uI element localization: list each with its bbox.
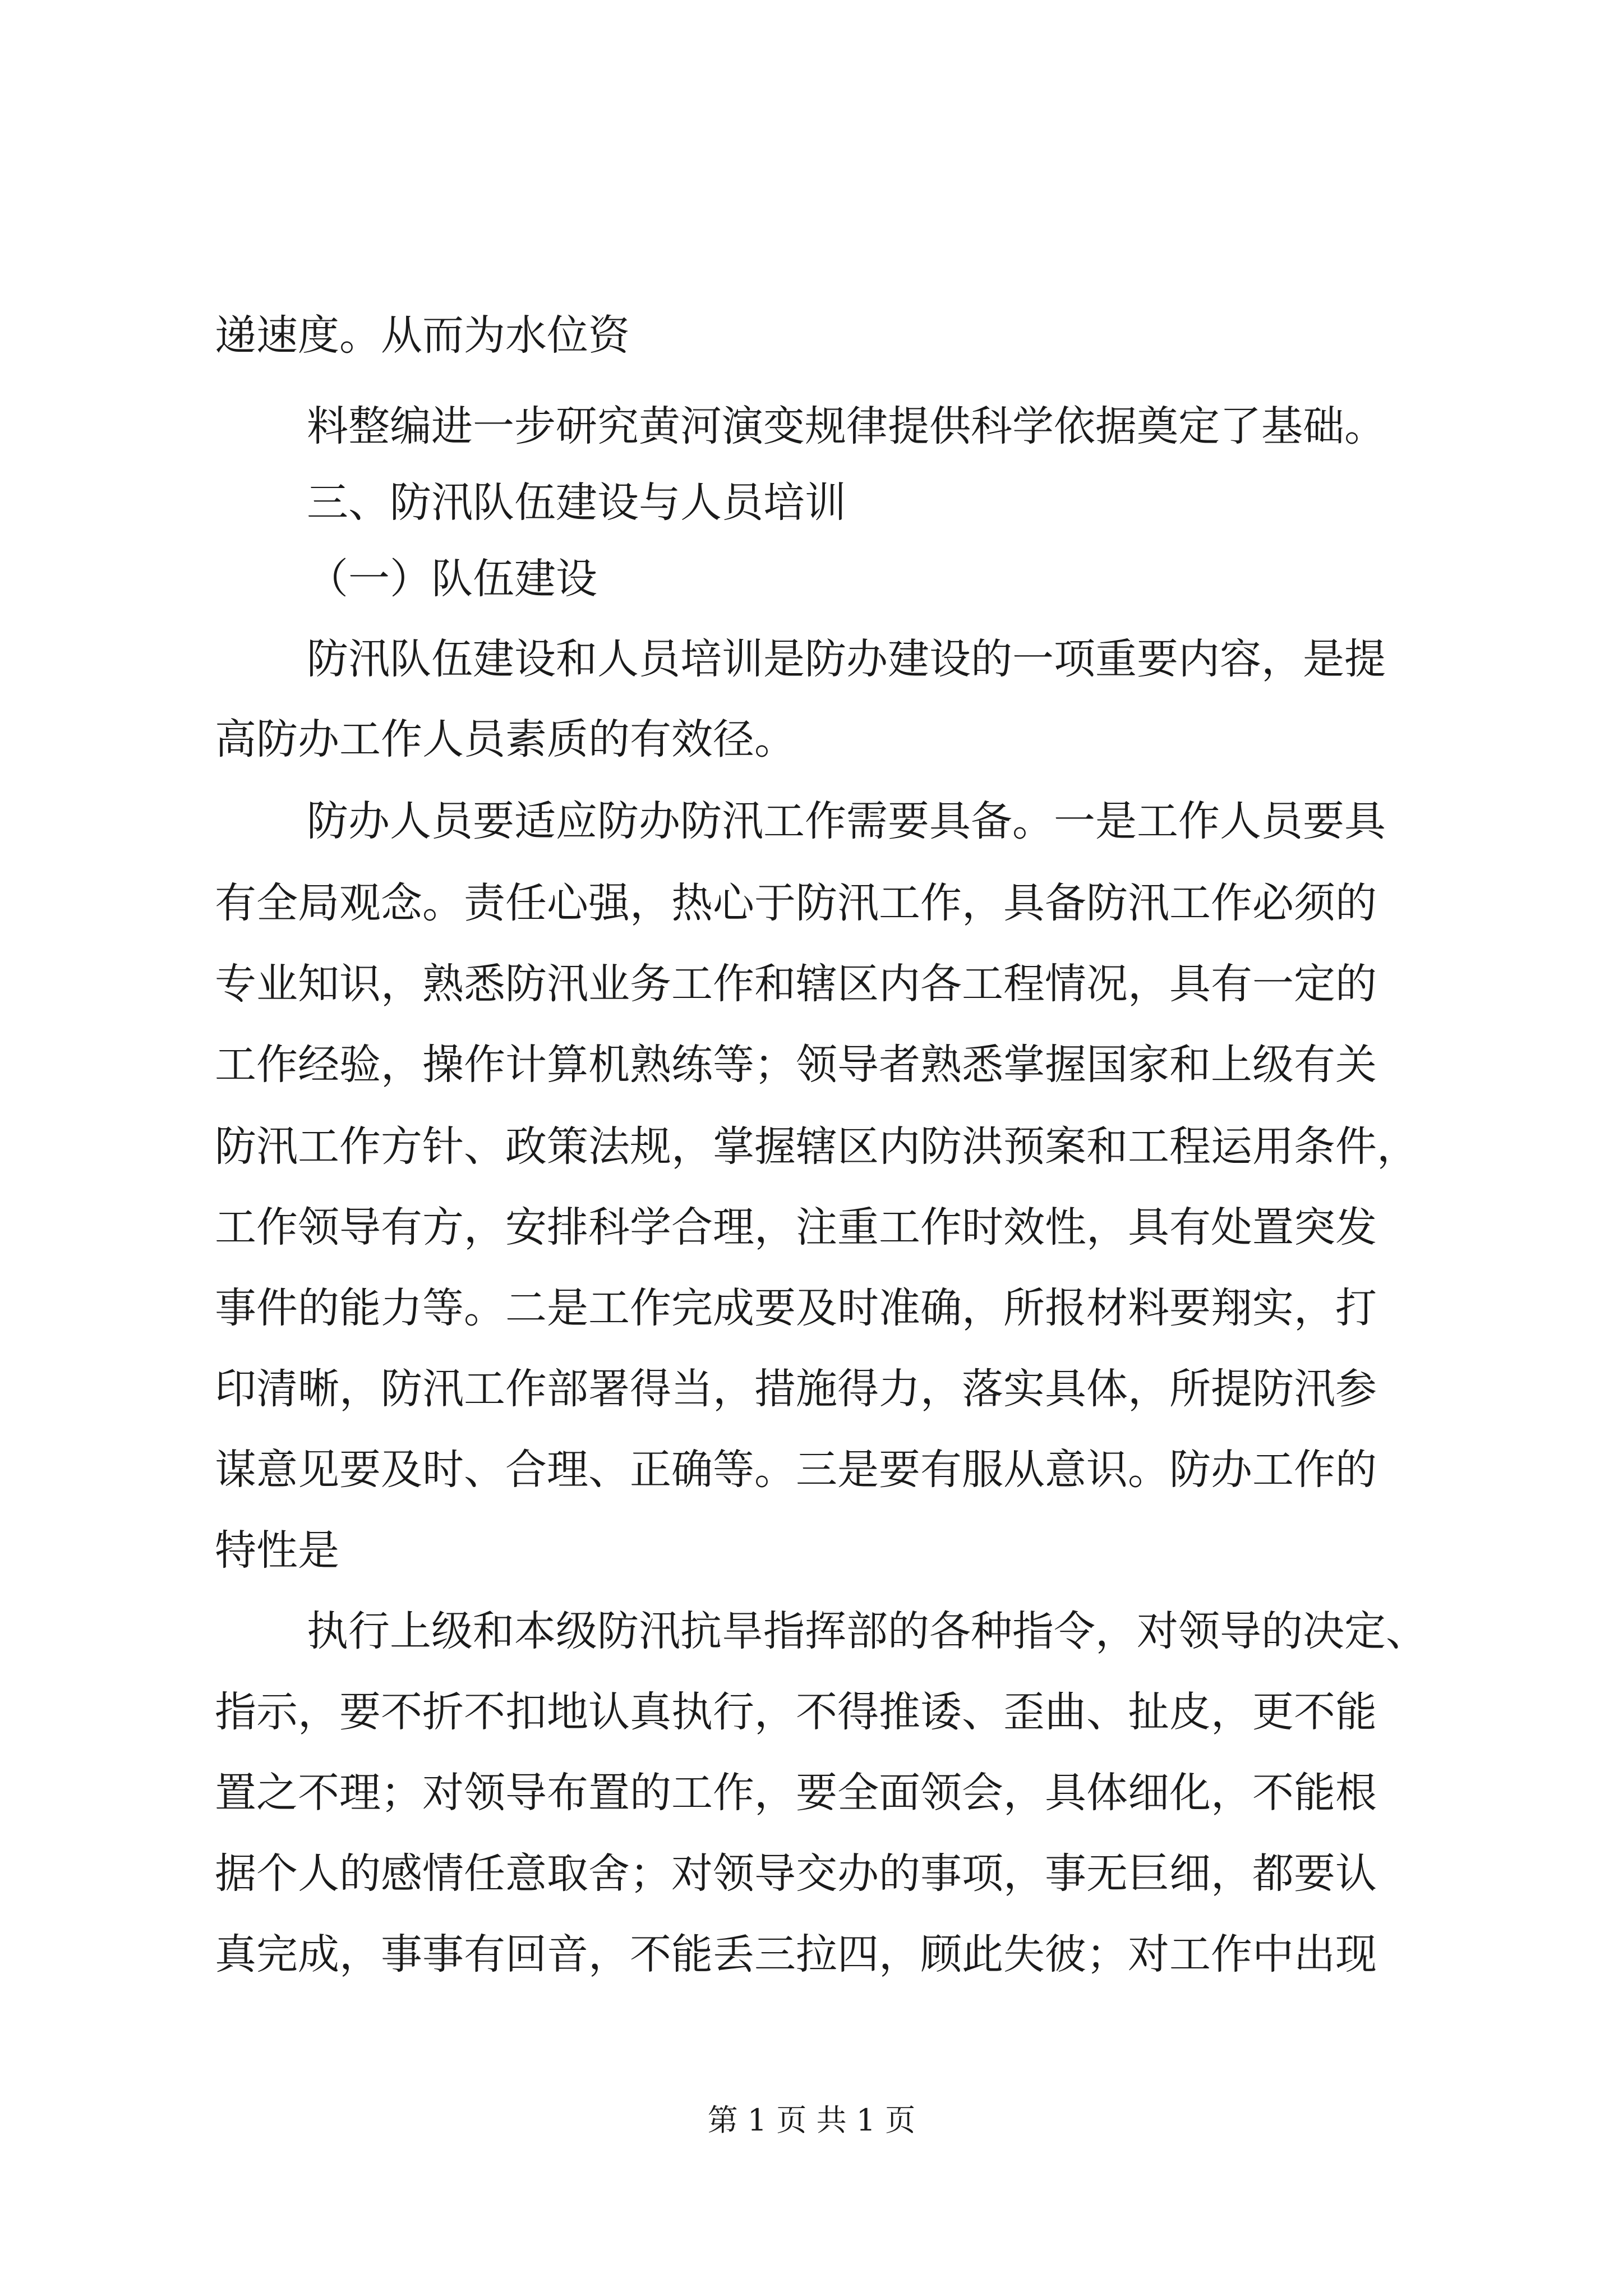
text-line-7: 防办人员要适应防办防汛工作需要具备。一是工作人员要具 <box>307 797 1386 845</box>
text-line-12: 工作领导有方，安排科学合理，注重工作时效性，具有处置突发 <box>215 1203 1377 1251</box>
section-heading: 三、防汛队伍建设与人员培训 <box>307 478 846 527</box>
text-line-11: 防汛工作方针、政策法规，掌握辖区内防洪预案和工程运用条件， <box>215 1122 1418 1171</box>
text-line-6: 高防办工作人员素质的有效径。 <box>215 715 796 763</box>
text-line-17: 执行上级和本级防汛抗旱指挥部的各种指令，对领导的决定、 <box>307 1607 1427 1655</box>
text-line-18: 指示，要不折不扣地认真执行，不得推诿、歪曲、扯皮，更不能 <box>215 1688 1377 1736</box>
page-number-footer: 第 1 页 共 1 页 <box>707 2102 916 2138</box>
text-line-10: 工作经验，操作计算机熟练等；领导者熟悉掌握国家和上级有关 <box>215 1041 1377 1089</box>
text-line-8: 有全局观念。责任心强，热心于防汛工作，具备防汛工作必须的 <box>215 879 1377 927</box>
text-line-15: 谋意见要及时、合理、正确等。三是要有服从意识。防办工作的 <box>215 1446 1377 1494</box>
text-line-20: 据个人的感情任意取舍；对领导交办的事项，事无巨细，都要认 <box>215 1849 1377 1898</box>
text-line-1: 递速度。从而为水位资 <box>215 311 630 360</box>
text-line-19: 置之不理；对领导布置的工作，要全面领会，具体细化，不能根 <box>215 1769 1377 1817</box>
text-line-2: 料整编进一步研究黄河演变规律提供科学依据奠定了基础。 <box>307 402 1386 450</box>
text-line-16: 特性是 <box>215 1526 339 1575</box>
text-line-14: 印清晰，防汛工作部署得当，措施得力，落实具体，所提防汛参 <box>215 1365 1377 1413</box>
text-line-21: 真完成，事事有回音，不能丢三拉四，顾此失彼；对工作中出现 <box>215 1930 1377 1978</box>
subsection-heading: （一）队伍建设 <box>307 555 597 603</box>
text-line-13: 事件的能力等。二是工作完成要及时准确，所报材料要翔实，打 <box>215 1284 1377 1332</box>
text-line-5: 防汛队伍建设和人员培训是防办建设的一项重要内容，是提 <box>307 635 1386 683</box>
text-line-9: 专业知识，熟悉防汛业务工作和辖区内各工程情况，具有一定的 <box>215 960 1377 1008</box>
